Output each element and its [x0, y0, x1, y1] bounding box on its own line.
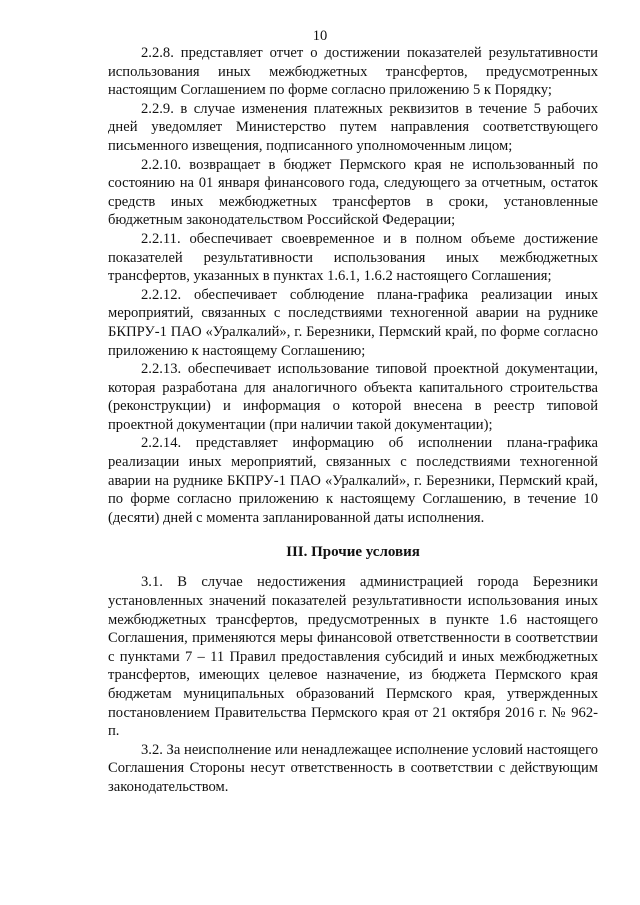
document-body [108, 44, 598, 797]
clause-2-2-10: 2.2.10. возвращает в бюджет Пермского края не использованный по состоянию на 01 января финансового года, следующего за отчетным, остаток средств иных межбюджетных трансфертов в сроки, установленные бюджетным законодательством Российской Федерации; [108, 156, 598, 229]
clause-2-2-8: 2.2.8. представляет отчет о достижении показателей результативности использования иных межбюджетных трансфертов, предусмотренных настоящим Соглашением по форме согласно приложению 5 к Порядку; [108, 45, 598, 99]
page-number: 10 [312, 28, 328, 44]
clause-2-2-13: 2.2.13. обеспечивает использование типовой проектной документации, которая разработана для аналогичного объекта капитального строительства (реконструкции) и информация о которой внесена в реестр типовой проектной документации (при наличии такой документации); [108, 361, 598, 433]
clause-2-2-14: 2.2.14. представляет информацию об исполнении плана-графика реализации иных мероприятий, связанных с последствиями техногенной аварии на руднике БКПРУ-1 ПАО «Уралкалий», г. Березники, Пермский край, по форме согласно приложению к настоящему Соглашению, в течение 10 (десяти) дней с момента запланированной даты исполнения. [108, 435, 598, 526]
clause-2-2-11: 2.2.11. обеспечивает своевременное и в полном объеме достижение показателей результативности использования иных межбюджетных трансфертов, указанных в пунктах 1.6.1, 1.6.2 настоящего Соглашения; [108, 230, 598, 285]
clause-2-2-12: 2.2.12. обеспечивает соблюдение плана-графика реализации иных мероприятий, связанных с последствиями техногенной аварии на руднике БКПРУ-1 ПАО «Уралкалий», г. Березники, Пермский край, по форме согласно приложению к настоящему Соглашению; [108, 286, 598, 359]
clause-2-2-9: 2.2.9. в случае изменения платежных реквизитов в течение 5 рабочих дней уведомляет Министерство путем направления соответствующего письменного извещения, подписанного уполномоченным лицом; [108, 100, 598, 154]
clause-3-2: 3.2. За неисполнение или ненадлежащее исполнение условий настоящего Соглашения Стороны несут ответственность в соответствии с действующим законодательством. [108, 741, 598, 795]
section-title: III. Прочие условия [286, 544, 420, 561]
clause-3-1: 3.1. В случае недостижения администрацией города Березники установленных значений показателей результативности использования иных межбюджетных трансфертов, предусмотренных в пункте 1.6 настоящего Соглашения, применяются меры финансовой ответственности в соответствии с пунктами 7 – 11 Правил предоставления субсидий и иных межбюджетных трансфертов, имеющих целевое назначение, из бюджета Пермского края бюджетам муниципальных образований Пермского края, утвержденных постановлением Правительства Пермского края от 21 октября 2016 г. № 962-п. [108, 574, 598, 740]
